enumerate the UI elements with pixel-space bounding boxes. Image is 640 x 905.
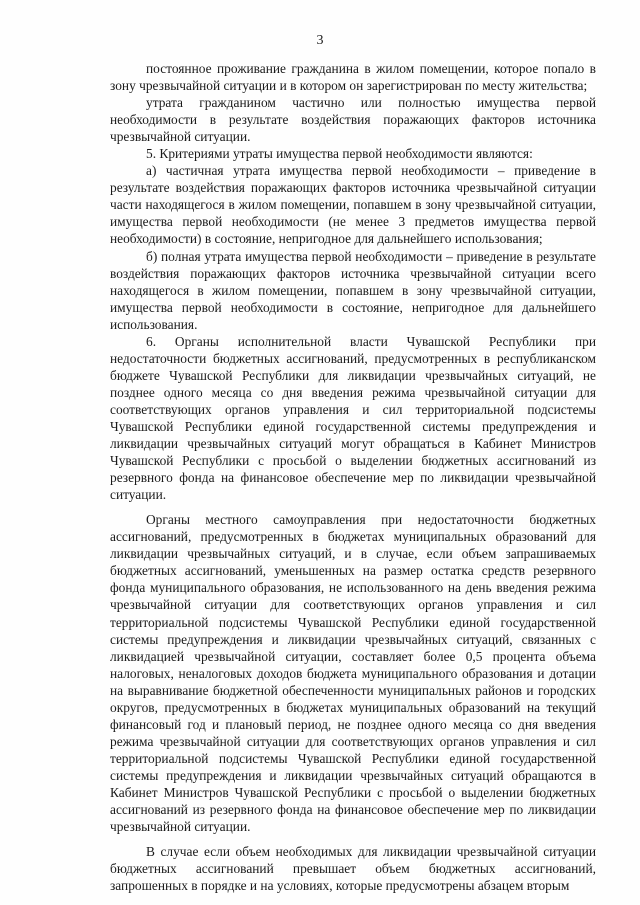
- paragraph-partial-loss: а) частичная утрата имущества первой необходимости – приведение в результате воздействия поражающих факторов источника чрезвычайной ситуации части находящегося в жилом помещении, попавшем в зону чрезвычайной ситуации, имущества первой необходимости (не менее 3 предметов имущества первой необходимости) в состояние, непригодное для дальнейшего использования;: [110, 163, 596, 247]
- paragraph-excess-allocations: В случае если объем необходимых для ликвидации чрезвычайной ситуации бюджетных ассигнований превышает объем бюджетных ассигнований, запрошенных в порядке и на условиях, которые предусмотрены абзацем вторым: [110, 844, 596, 894]
- page-number: 3: [316, 33, 324, 48]
- paragraph-local-government: Органы местного самоуправления при недостаточности бюджетных ассигнований, предусмотренных в бюджетах муниципальных образований для ликвидации чрезвычайных ситуаций, и в случае, если объем запрашиваемых бюджетных ассигнований, уменьшенных на размер остатка средств резервного фонда муниципального образования, не использованного на день введения режима чрезвычайной ситуации для соответствующих органов управления и сил территориальной подсистемы Чувашской Республики единой государственной системы предупреждения и ликвидации чрезвычайных ситуаций, связанных с ликвидацией чрезвычайной ситуации, составляет более 0,5 процента объема налоговых, неналоговых доходов бюджета муниципального образования и дотации на выравнивание бюджетной обеспеченности муниципальных районов и городских округов, предусмотренных в бюджетах муниципальных образований на текущий финансовый год и плановый период, не позднее одного месяца со дня введения режима чрезвычайной ситуации для соответствующих органов управления и сил территориальной подсистемы Чувашской Республики единой государственной системы предупреждения и ликвидации чрезвычайных ситуаций обращаются в Кабинет Министров Чувашской Республики с просьбой о выделении бюджетных ассигнований из резервного фонда на финансовое обеспечение мер по ликвидации чрезвычайной ситуации.: [110, 512, 596, 835]
- paragraph-residence: постоянное проживание гражданина в жилом помещении, которое попало в зону чрезвычайной ситуации и в котором он зарегистрирован по месту жительства;: [110, 61, 596, 94]
- paragraph-criteria-heading: 5. Критериями утраты имущества первой необходимости являются:: [146, 146, 533, 162]
- paragraph-executive-bodies: 6. Органы исполнительной власти Чувашской Республики при недостаточности бюджетных ассигнований, предусмотренных в республиканском бюджете Чувашской Республики для ликвидации чрезвычайных ситуаций, не позднее одного месяца со дня введения режима чрезвычайной ситуации для соответствующих органов управления и сил территориальной подсистемы Чувашской Республики единой государственной системы предупреждения и ликвидации чрезвычайных ситуаций могут обращаться в Кабинет Министров Чувашской Республики с просьбой о выделении бюджетных ассигнований из резервного фонда на финансовое обеспечение мер по ликвидации чрезвычайной ситуации.: [110, 333, 596, 503]
- paragraph-full-loss: б) полная утрата имущества первой необходимости – приведение в результате воздействия поражающих факторов источника чрезвычайной ситуации всего находящегося в жилом помещении, попавшем в зону чрезвычайной ситуации, имущества первой необходимости в состояние, непригодное для дальнейшего использования.: [110, 248, 596, 332]
- document-body: [110, 60, 596, 894]
- paragraph-property-loss: утрата гражданином частично или полностью имущества первой необходимости в результате воздействия поражающих факторов источника чрезвычайной ситуации.: [110, 95, 596, 145]
